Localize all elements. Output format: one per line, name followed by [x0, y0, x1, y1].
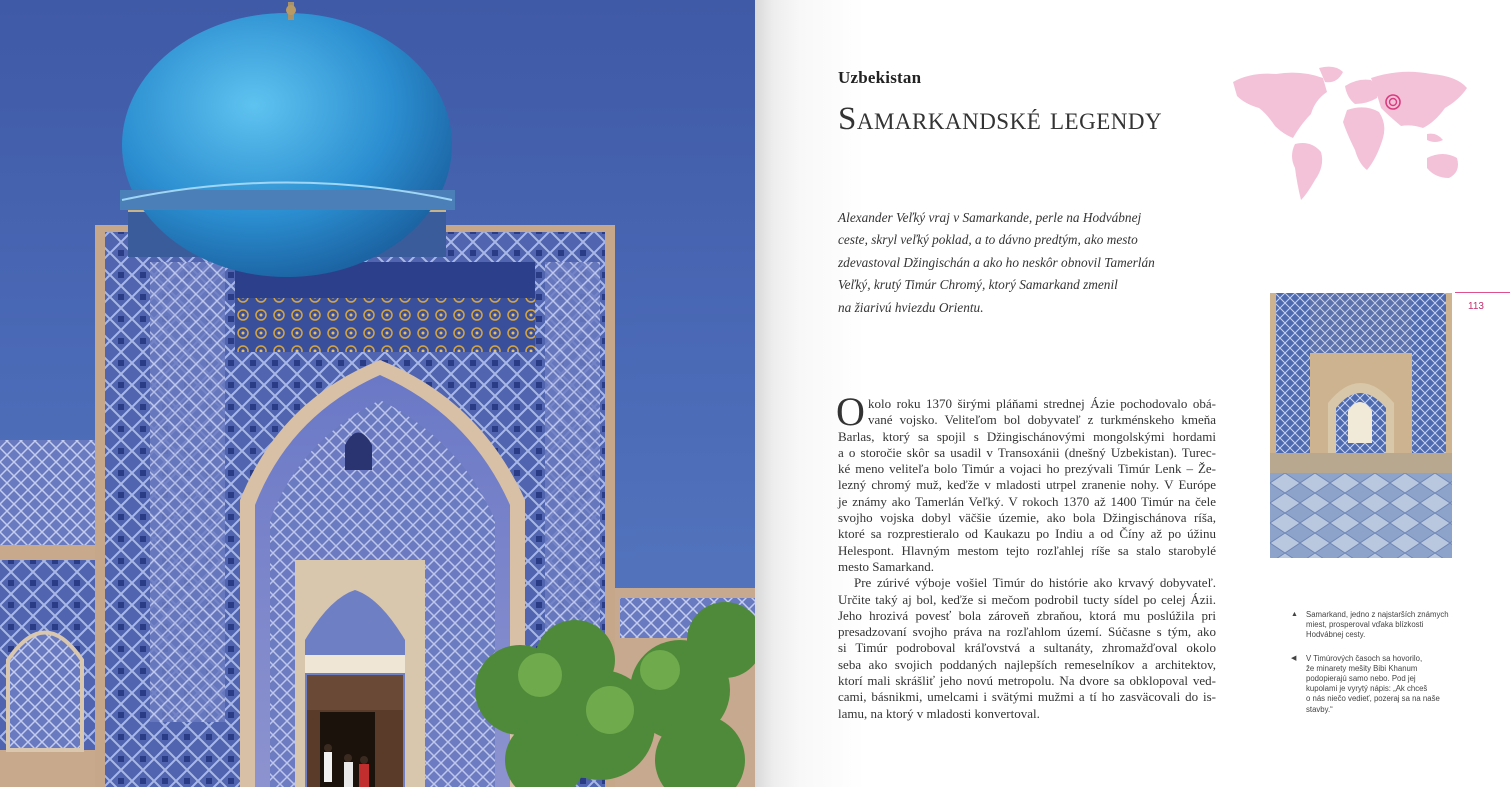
- body-line: vané vojsko. Veliteľom bol dobyvateľ z turkménskeho kmeňa: [868, 412, 1216, 428]
- body-line: svojho vojska dobyl väčšie územie, ako bola Džingischánova ríša,: [838, 510, 1216, 526]
- courtyard-illustration: [1270, 293, 1452, 558]
- caption-line: Samarkand, jedno z najstarších známych: [1306, 610, 1449, 619]
- body-line: Barlas, ktorý sa spojil s Džingischánovými mongolskými hordami: [838, 428, 1216, 444]
- chapter-title: Samarkandské legendy: [838, 101, 1163, 137]
- body-line: si Timúr podroboval kráľovstvá a sultanáty, zhromažďoval okolo: [838, 640, 1216, 656]
- body-line: seba ako svojich poddaných najlepších remeselníkov a architektov,: [838, 656, 1216, 672]
- body-line: a o storočie skôr sa usadil v Transoxánii (dnešný Uzbekistan). Turec-: [838, 444, 1216, 460]
- lead-line: zdevastoval Džingischán a ako ho neskôr obnovil Tamerlán: [838, 254, 1155, 270]
- caption-line: miest, prosperoval vďaka blízkosti: [1306, 620, 1424, 630]
- body-line: presadzovaní svojho práva na rozľahlom území. Súčasne s tým, ako: [838, 624, 1216, 640]
- lead-line: Veľký, krutý Timúr Chromý, ktorý Samarkand zmenil: [838, 277, 1118, 293]
- caption: [1291, 654, 1466, 715]
- body-text: [836, 389, 1216, 722]
- body-line: Jeho hrozivá povesť bola zároveň zbraňou, ktorá mu poslúžila pri: [838, 607, 1216, 623]
- body-line: ktoré sa rozprestieralo od Kaukazu po Indiu a od Číny až po úžinu: [838, 526, 1216, 542]
- caption-line: kupolami je vyrytý nápis: „Ak chceš: [1306, 684, 1428, 694]
- body-line: Určite taký aj bol, keďže si mečom podrobil tucty sídel po celej Ázii.: [838, 591, 1216, 607]
- lead-line: Alexander Veľký vraj v Samarkande, perle na Hodvábnej: [838, 210, 1142, 225]
- text-page: [755, 0, 1510, 787]
- courtyard-photo: [1270, 293, 1452, 558]
- triangle-up-icon: ▲: [1291, 611, 1298, 618]
- body-line: Helespont. Hlavným mestom tejto rozľahlej ríše sa stalo starobylé: [838, 542, 1216, 558]
- caption-line: o nás niečo vedieť, pozeraj sa na naše: [1306, 694, 1440, 704]
- body-line: Pre zúrivé výboje vošiel Timúr do histórie ako krvavý dobyvateľ.: [854, 575, 1216, 591]
- triangle-left-icon: ◀: [1291, 654, 1297, 662]
- body-line: ktorí mali skrášliť jeho novú metropolu. Na dvore sa obklopoval ved-: [838, 673, 1216, 689]
- body-line: lezný chromý muž, keďže v mladosti utrpel zranenie nohy. V Európe: [838, 477, 1216, 493]
- page-number-rule: [1455, 292, 1510, 293]
- body-line: ké meno veliteľa bolo Timúr a vojaci ho prezývali Timúr Lenk – Že-: [838, 461, 1216, 477]
- country-heading: Uzbekistan: [838, 68, 922, 87]
- body-line: kolo roku 1370 širými pláňami strednej Ázie pochodovalo obá-: [868, 396, 1216, 411]
- caption-line: že minarety mešity Bibi Khanum: [1306, 663, 1418, 673]
- drop-cap: O: [836, 389, 865, 434]
- lead-line: na žiarivú hviezdu Orientu.: [838, 299, 984, 315]
- body-line: mesto Samarkand.: [838, 558, 935, 574]
- body-line: cami, básnikmi, umelcami i svätými mužmi a tí ho zasväcovali do is-: [838, 689, 1216, 705]
- caption-line: V Timúrových časoch sa hovorilo,: [1306, 653, 1423, 663]
- caption: [1291, 610, 1466, 641]
- caption-line: Hodvábnej cesty.: [1306, 630, 1366, 640]
- lead-paragraph: [838, 207, 1198, 319]
- body-line: je známy ako Tamerlán Veľký. V rokoch 1370 až 1400 Timúr na čele: [838, 493, 1216, 509]
- body-line: lamu, na ktorý v mladosti konvertoval.: [838, 705, 1040, 721]
- page-number: 113: [1468, 301, 1484, 312]
- lead-line: ceste, skryl veľký poklad, a to dávno predtým, ako mesto: [838, 232, 1138, 248]
- world-locator-map: [1231, 64, 1471, 204]
- photo-captions: [1291, 610, 1466, 728]
- caption-line: stavby.“: [1306, 704, 1333, 714]
- caption-line: podopierajú samo nebo. Pod jej: [1306, 674, 1416, 684]
